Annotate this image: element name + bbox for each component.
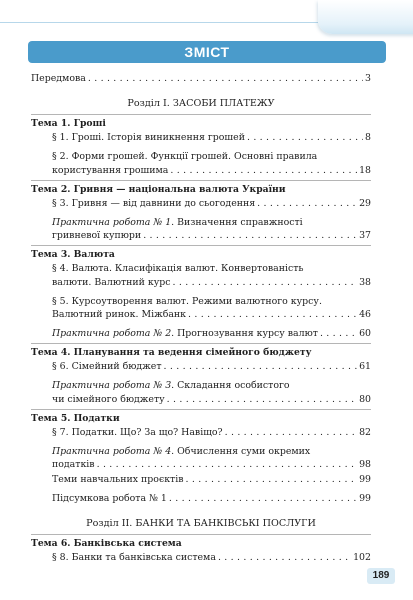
leader-dots (169, 492, 357, 506)
entry-label: § 6. Сімейний бюджет (52, 361, 162, 372)
section-heading-2: Розділ ІІ. БАНКИ ТА БАНКІВСЬКІ ПОСЛУГИ (86, 518, 316, 529)
entry-page: 46 (359, 309, 371, 320)
entry-label-rest: Визначення справжності (174, 216, 303, 228)
entry-page: 99 (359, 474, 371, 485)
leader-dots (188, 308, 357, 322)
section-heading-1: Розділ І. ЗАСОБИ ПЛАТЕЖУ (127, 98, 275, 109)
leader-dots (170, 164, 357, 178)
entry-label-rest: Складання особистого (174, 380, 290, 391)
toc-entry[interactable] (31, 445, 371, 473)
toc-entry[interactable] (31, 262, 371, 290)
entry-page: 102 (353, 552, 371, 563)
topic-heading-1: Тема 1. Гроші (31, 114, 371, 130)
toc-entry[interactable] (31, 216, 371, 244)
entry-label: § 8. Банки та банківська система (52, 552, 216, 563)
toc-entry[interactable] (31, 492, 371, 506)
leader-dots (186, 473, 358, 487)
leader-dots (173, 276, 358, 290)
table-of-contents (31, 72, 371, 565)
toc-entry[interactable] (31, 379, 371, 407)
top-rule (0, 22, 318, 23)
page-number-badge: 189 (367, 568, 395, 584)
leader-dots (143, 229, 357, 243)
entry-page: 98 (359, 459, 371, 470)
toc-entry[interactable] (31, 295, 371, 323)
entry-label-line1 (52, 216, 371, 230)
entry-label-line1 (52, 445, 371, 459)
entry-label-line2: валюти. Валютний курс (52, 276, 171, 288)
entry-label-line2: користування грошима (52, 164, 169, 176)
corner-tab (318, 0, 413, 34)
topic-heading-5: Тема 5. Податки (31, 409, 371, 425)
practical-work-label: Практична робота № 2. (52, 328, 175, 339)
topic-heading-3: Тема 3. Валюта (31, 245, 371, 261)
entry-label (52, 327, 318, 341)
practical-work-label: Практична робота № 1. (52, 216, 175, 228)
entry-label: § 1. Гроші. Історія виникнення грошей (52, 132, 245, 143)
entry-label: Теми навчальних проєктів (52, 474, 184, 485)
toc-entry[interactable] (31, 551, 371, 565)
entry-label-line1: § 2. Форми грошей. Функції грошей. Основні правила (52, 151, 318, 162)
leader-dots (167, 393, 357, 407)
contents-title: ЗМІСТ (28, 41, 386, 63)
entry-label-line2: гривневої купюри (52, 230, 142, 241)
leader-dots (225, 426, 357, 440)
leader-dots (218, 551, 351, 565)
entry-page: 38 (359, 276, 371, 288)
leader-dots (247, 131, 363, 145)
toc-entry[interactable] (31, 327, 371, 341)
toc-entry[interactable] (31, 426, 371, 440)
leader-dots (257, 197, 357, 211)
entry-page: 99 (359, 493, 371, 504)
toc-entry[interactable] (31, 131, 371, 145)
entry-label-line1 (52, 379, 371, 393)
entry-page: 82 (359, 426, 371, 438)
leader-dots (97, 458, 357, 472)
leader-dots (164, 360, 358, 374)
entry-page: 37 (359, 230, 371, 241)
entry-label-line1: § 4. Валюта. Класифікація валют. Конвертованість (52, 263, 304, 274)
topic-heading-2: Тема 2. Гривня — національна валюта України (31, 180, 371, 196)
toc-entry[interactable] (31, 150, 371, 178)
topic-heading-4: Тема 4. Планування та ведення сімейного бюджету (31, 343, 371, 359)
entry-label-rest: Прогнозування курсу валют (174, 328, 318, 339)
practical-work-label: Практична робота № 4. (52, 445, 175, 457)
entry-label: Підсумкова робота № 1 (52, 493, 167, 504)
entry-page: 18 (359, 164, 371, 176)
leader-dots (320, 327, 357, 341)
entry-label-line2: чи сімейного бюджету (52, 393, 165, 405)
entry-page: 61 (359, 361, 371, 372)
entry-label: Передмова (31, 73, 86, 84)
entry-label-line2: Валютний ринок. Міжбанк (52, 309, 187, 320)
entry-label: § 3. Гривня — від давнини до сьогодення (52, 197, 256, 209)
toc-entry-preface[interactable] (31, 72, 371, 86)
entry-page: 3 (365, 73, 371, 84)
entry-page: 29 (359, 197, 371, 209)
topic-heading-6: Тема 6. Банківська система (31, 534, 371, 550)
entry-label: § 7. Податки. Що? За що? Навіщо? (52, 426, 223, 438)
entry-label-rest: Обчислення суми окремих (174, 445, 311, 457)
entry-label-line1: § 5. Курсоутворення валют. Режими валютного курсу. (52, 295, 322, 307)
entry-page: 8 (365, 132, 371, 143)
toc-entry[interactable] (31, 360, 371, 374)
toc-entry[interactable] (31, 197, 371, 211)
toc-entry[interactable] (31, 473, 371, 487)
leader-dots (88, 72, 363, 86)
practical-work-label: Практична робота № 3. (52, 380, 175, 391)
entry-page: 60 (359, 328, 371, 339)
entry-label-line2: податків (52, 459, 95, 470)
entry-page: 80 (359, 393, 371, 405)
